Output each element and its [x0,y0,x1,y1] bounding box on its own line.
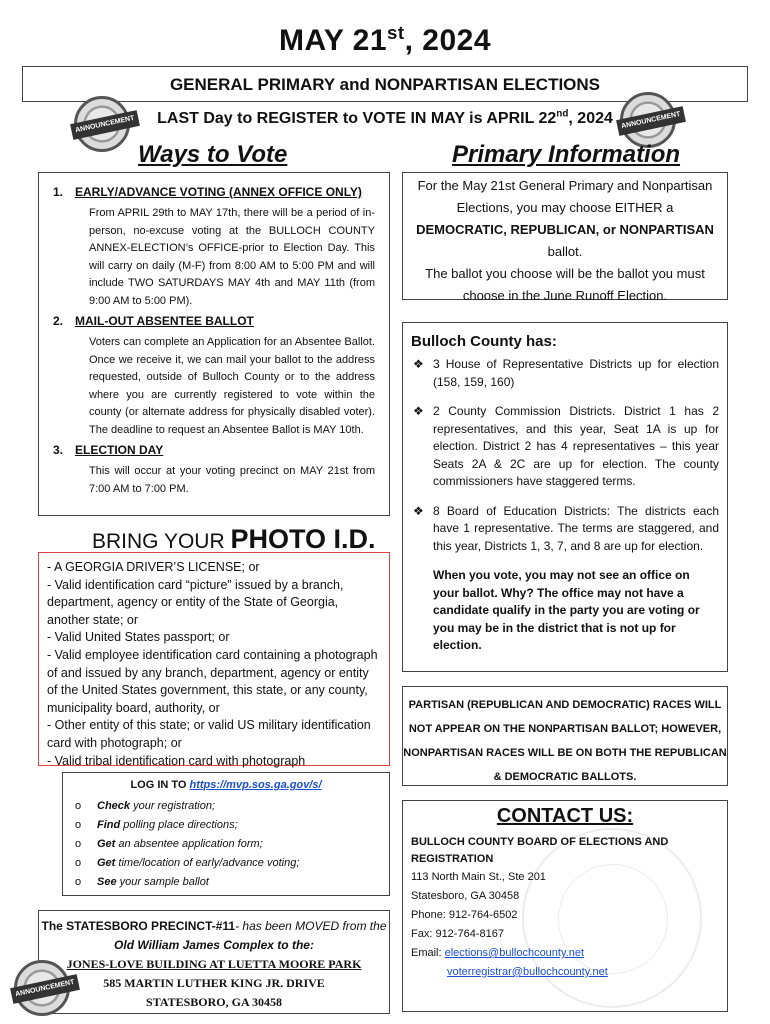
subtitle-text: GENERAL PRIMARY and NONPARTISAN ELECTIONS [169,75,601,94]
voting-option: 2. MAIL-OUT ABSENTEE BALLOT Voters can complete an Application for an Absentee Ballot. Once we receive it, we can mail your ballot to the address requested, outside of Bulloch County or to the address where you are currently registered to vote within the county (or alternate address for physically disabled voter). The deadline to request an Absentee Ballot is MAY 10th. [53,314,375,439]
voting-option-text: From APRIL 29th to MAY 17th, there will be a period of in-person, no-excuse voting at the BULLOCH COUNTY ANNEX-ELECTION’s OFFICE-prior to Election Day. This will carry on daily (M-F) from 8:00 AM to 5:00 PM and will include TWO SATURDAYS MAY 4th and MAY 11th (from 9:00 AM to 5:00 PM). [89,207,375,307]
ballot-choices: DEMOCRATIC, REPUBLICAN, or NONPARTISAN [416,222,714,237]
list-item: - Valid tribal identification card with photograph [47,753,306,768]
email-link[interactable]: elections@bullochcounty.net [444,947,585,959]
diamond-bullet-icon: ❖ [413,404,424,418]
bulloch-heading: Bulloch County has: [411,333,557,350]
list-item: - Valid identification card “picture” issued by a branch, department, agency or entity of the State of Georgia, another state; or [47,577,344,627]
contact-heading: CONTACT US: [496,805,634,827]
precinct-moved-box [38,910,390,1014]
precinct-line: 585 MARTIN LUTHER KING JR. DRIVE [103,976,325,990]
list-item: ❖ 2 County Commission Districts. District 1 has 2 representatives, and this year, Seat 1A is up for election. District 2 has 4 representatives – this year Seats 2A & 2C are up for election. The county commissioners have staggered terms. [413,404,719,488]
list-item: o See your sample ballot [75,876,209,888]
list-item: ❖ 3 House of Representative Districts up for election (158, 159, 160) [413,357,719,389]
list-item: - Valid employee identification card containing a photograph of and issued by any branch, department, agency or entity of the United States government, this state, or any county, municipality board, authority, or [47,647,378,715]
diamond-bullet-icon: ❖ [413,503,424,518]
contact-box [402,800,728,1012]
contact-phone: Phone: 912-764-6502 [411,909,518,921]
voting-option: 1. EARLY/ADVANCE VOTING (ANNEX OFFICE ONLY) From APRIL 29th to MAY 17th, there will be a period of in-person, no-excuse voting at the BULLOCH COUNTY ANNEX-ELECTION’s OFFICE-prior to Election Day. This will carry on daily (M-F) from 8:00 AM to 5:00 PM and will include TWO SATURDAYS MAY 4th and MAY 11th (from 9:00 AM to 5:00 PM). [53,185,375,310]
list-item: o Find polling place directions; [75,819,238,831]
precinct-line: JONES-LOVE BUILDING AT LUETTA MOORE PARK [66,957,362,971]
partisan-note: PARTISAN (REPUBLICAN AND DEMOCRATIC) RACES WILL NOT APPEAR ON THE NONPARTISAN BALLOT; HOWEVER, NONPARTISAN RACES WILL BE ON BOTH THE REPUBLICAN & DEMOCRATIC BALLOTS. [403,699,727,783]
voting-option: 3. ELECTION DAY This will occur at your voting precinct on MAY 21st from 7:00 AM to 7:00 PM. [53,443,375,498]
contact-org: BULLOCH COUNTY BOARD OF ELECTIONS AND REGISTRATION [411,836,669,865]
diamond-bullet-icon: ❖ [413,357,424,371]
ballot-warning: When you vote, you may not see an office on your ballot. Why? The office may not have a candidate qualify in the party you are voting or you may be in the district that is not up for election. [433,568,700,652]
primary-info-box: For the May 21st General Primary and Nonpartisan Elections, you may choose EITHER a DEMOCRATIC, REPUBLICAN, or NONPARTISAN ballot. The ballot you choose will be the ballot you must choose in the June Runoff Election. [402,172,728,300]
title-main: MAY 21 [278,24,388,57]
announcement-badge-icon: ANNOUNCEMENT [620,92,676,148]
sos-link[interactable]: https://mvp.sos.ga.gov/s/ [189,779,322,791]
registration-deadline: LAST Day to REGISTER to VOTE IN MAY is APRIL 22nd, 2024 [157,108,613,127]
announcement-badge-icon: ANNOUNCEMENT [14,960,70,1016]
photo-id-list [38,552,390,766]
list-item: o Check your registration; [75,800,216,812]
precinct-line: The STATESBORO PRECINCT-#11- has been MOVED from the [41,919,387,933]
announcement-badge-icon: ANNOUNCEMENT [74,96,130,152]
title-year: , 2024 [404,24,492,57]
ways-to-vote-heading: Ways to Vote [138,141,288,168]
precinct-line: STATESBORO, GA 30458 [146,995,282,1009]
voting-option-title: ELECTION DAY [75,443,164,457]
list-item: - Other entity of this state; or valid US military identification card with photograph; or [47,718,371,750]
primary-text: For the May 21st General Primary and Nonpartisan Elections, you may choose EITHER a [417,178,713,215]
contact-address: Statesboro, GA 30458 [411,890,520,902]
voting-option-title: EARLY/ADVANCE VOTING (ANNEX OFFICE ONLY) [75,185,362,199]
list-item: o Get time/location of early/advance voting; [75,857,300,869]
ways-to-vote-box [38,172,390,516]
partisan-note-box [402,686,728,786]
list-item: - Valid United States passport; or [47,630,230,645]
voting-option-title: MAIL-OUT ABSENTEE BALLOT [75,314,254,328]
bulloch-county-box [402,322,728,672]
page-title [0,24,770,58]
list-item: ❖ 8 Board of Education Districts: The districts each have 1 representative. The terms are staggered, and this year, Districts 1, 3, 7, and 8 are up for election. [413,503,719,553]
primary-info-heading: Primary Information [452,141,681,168]
voting-option-text: This will occur at your voting precinct on MAY 21st from 7:00 AM to 7:00 PM. [89,465,375,495]
email-link[interactable]: voterregistrar@bullochcounty.net [447,966,608,978]
contact-email: Email: elections@bullochcounty.net [411,947,585,959]
contact-fax: Fax: 912-764-8167 [411,928,504,940]
login-heading: LOG IN TO https://mvp.sos.ga.gov/s/ [130,779,322,791]
list-item: - A GEORGIA DRIVER’S LICENSE; or [47,560,260,574]
contact-address: 113 North Main St., Ste 201 [411,871,546,883]
runoff-note: The ballot you choose will be the ballot you must choose in the June Runoff Election. [425,266,705,303]
login-box [62,772,390,896]
title-sup: st [387,22,405,43]
precinct-line: Old William James Complex to the: [114,938,314,952]
voting-option-text: Voters can complete an Application for an Absentee Ballot. Once we receive it, we can mail your ballot to the address requested, outside of Bulloch County or to the address where you are currently registered to vote within the county (or alternate address for physically disabled voter). The deadline to request an Absentee Ballot is MAY 10th. [89,336,375,436]
list-item: o Get an absentee application form; [75,838,263,850]
photo-id-heading: BRING YOUR PHOTO I.D. [92,524,376,554]
